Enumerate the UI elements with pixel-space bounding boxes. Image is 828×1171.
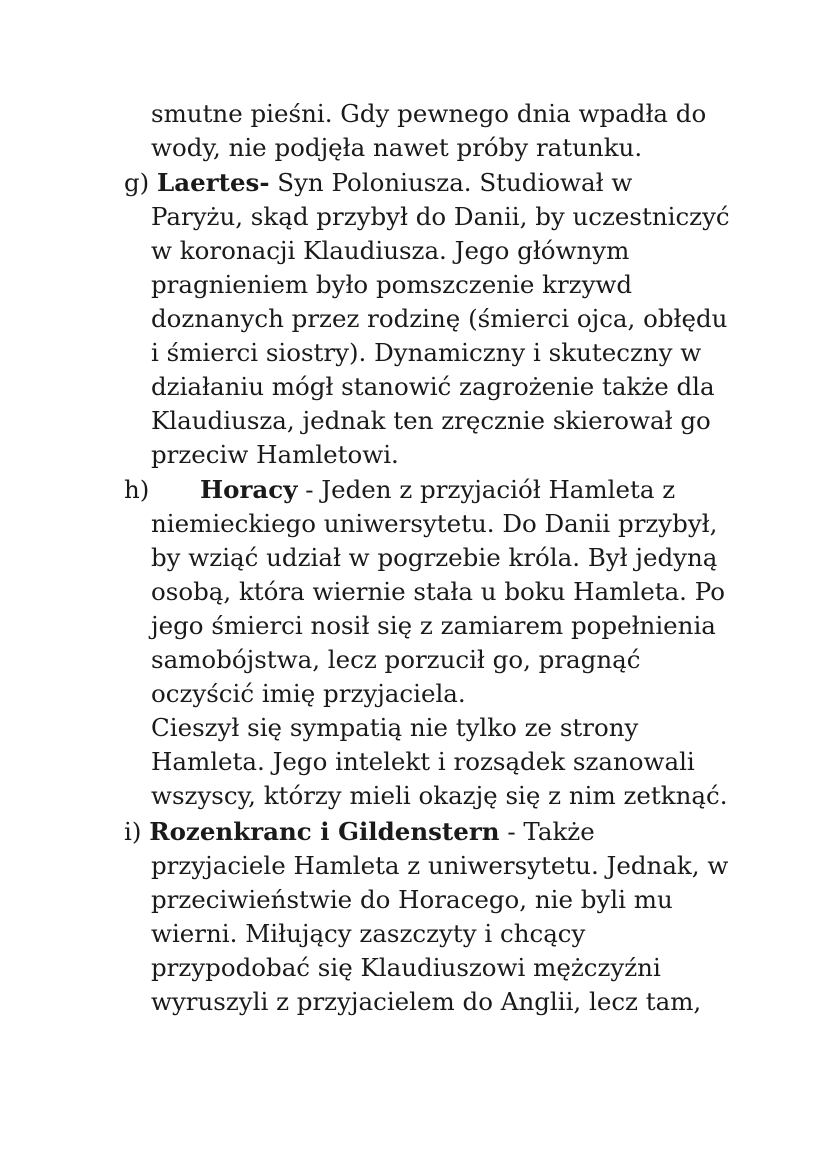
text-line: przyjaciele Hamleta z uniwersytetu. Jednak, w <box>151 851 729 880</box>
list-marker: i) <box>124 817 142 846</box>
text-line: Paryżu, skąd przybył do Danii, by uczestniczyć <box>151 202 730 231</box>
text-line: w koronacji Klaudiusza. Jego głównym <box>151 236 630 265</box>
list-item-horacy <box>124 473 675 507</box>
text-line: oczyścić imię przyjaciela. <box>151 679 466 708</box>
list-item-rozenkranc-gildenstern <box>124 815 595 849</box>
list-item-laertes <box>124 166 632 200</box>
text-line: wszyscy, którzy mieli okazję się z nim zetknąć. <box>151 781 728 810</box>
character-name: Horacy <box>200 475 298 504</box>
text-line: - Także <box>499 817 595 846</box>
list-marker: h) <box>124 475 150 504</box>
list-marker: g) <box>124 168 150 197</box>
text-line: jego śmierci nosił się z zamiarem popełnienia <box>151 611 716 640</box>
text-line: i śmierci siostry). Dynamiczny i skuteczny w <box>151 338 702 367</box>
character-name: Laertes- <box>157 168 270 197</box>
text-line: Cieszył się sympatią nie tylko ze strony <box>151 713 639 742</box>
text-line: - Jeden z przyjaciół Hamleta z <box>297 475 676 504</box>
text-line: przeciwieństwie do Horacego, nie byli mu <box>151 885 673 914</box>
character-name: Rozenkranc i Gildenstern <box>149 817 500 846</box>
text-line: działaniu mógł stanowić zagrożenie także dla <box>151 372 715 401</box>
text-line: przypodobać się Klaudiuszowi mężczyźni <box>151 953 661 982</box>
text-line: Klaudiusza, jednak ten zręcznie skierował go <box>151 406 711 435</box>
text-line: wody, nie podjęła nawet próby ratunku. <box>151 133 643 162</box>
text-line: pragnieniem było pomszczenie krzywd <box>151 270 633 299</box>
text-line: wyruszyli z przyjacielem do Anglii, lecz tam, <box>151 987 702 1016</box>
text-line: samobójstwa, lecz porzucił go, pragnąć <box>151 645 641 674</box>
text-line: by wziąć udział w pogrzebie króla. Był jedyną <box>151 543 718 572</box>
text-line: doznanych przez rodzinę (śmierci ojca, obłędu <box>151 304 728 333</box>
text-line: wierni. Miłujący zaszczyty i chcący <box>151 919 586 948</box>
text-line: osobą, która wiernie stała u boku Hamleta. Po <box>151 577 725 606</box>
text-line: przeciw Hamletowi. <box>151 440 399 469</box>
text-line: smutne pieśni. Gdy pewnego dnia wpadła do <box>151 99 707 128</box>
text-line: Syn Poloniusza. Studiował w <box>269 168 633 197</box>
text-line: niemieckiego uniwersytetu. Do Danii przybył, <box>151 509 718 538</box>
text-line: Hamleta. Jego intelekt i rozsądek szanowali <box>151 747 695 776</box>
